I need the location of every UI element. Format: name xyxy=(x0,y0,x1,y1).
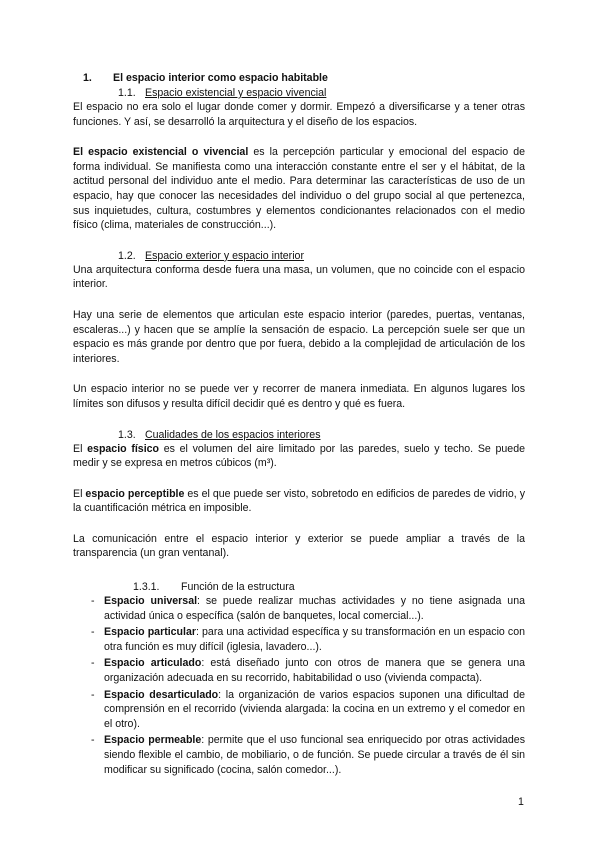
list-item-text: : la organización de varios espacios suponen una dificultad de comprensión en el recorrido (vivienda alargada: la cocina en un extremo y el comedor en el otro). xyxy=(104,688,525,730)
paragraph-text: es el que puede ser visto, sobretodo en edificios de paredes de vidrio, y la cuantificación métrica en imposible. xyxy=(73,487,525,515)
bullet-dash: - xyxy=(91,595,95,608)
bullet-dash: - xyxy=(91,688,95,701)
list-item xyxy=(73,688,525,732)
bullet-dash: - xyxy=(91,734,95,747)
paragraph: El espacio no era solo el lugar donde comer y dormir. Empezó a diversificarse y a tener otras funciones. Y así, se desarrolló la arquitectura y el diseño de los espacios. xyxy=(73,101,525,128)
paragraph xyxy=(73,145,525,233)
subsection-title: Espacio exterior y espacio interior xyxy=(145,249,304,262)
bold-term: Espacio permeable xyxy=(104,734,202,747)
list-item xyxy=(73,594,525,623)
paragraph: La comunicación entre el espacio interior y exterior se puede ampliar a través de la transparencia (un gran ventanal). xyxy=(73,532,525,560)
section-heading xyxy=(73,71,525,86)
subsection-heading-1-2 xyxy=(73,249,525,263)
subsubsection-title: Función de la estructura xyxy=(181,581,295,594)
subsection-number: 1.3. xyxy=(118,428,136,441)
page-number: 1 xyxy=(518,796,524,808)
paragraph-text: es el volumen del aire limitado por las paredes, suelo y techo. Se puede medir y se expresa en metros cúbicos (m³). xyxy=(73,442,525,470)
list-item-text: : permite que el uso funcional sea enriquecido por otras actividades siendo flexible el cambio, de mobiliario, o de función. Se puede circular a través de él sin modificar su significado (cocina, salón comedor...). xyxy=(104,734,525,776)
bullet-list xyxy=(73,594,525,777)
subsection-number: 1.2. xyxy=(118,249,136,262)
bold-term: espacio físico xyxy=(87,442,160,455)
paragraph: Un espacio interior no se puede ver y recorrer de manera inmediata. En algunos lugares los límites son difusos y resulta difícil decidir qué es dentro y qué es fuera. xyxy=(73,383,525,410)
bold-term: El espacio existencial o vivencial xyxy=(73,146,249,159)
paragraph-text: El xyxy=(73,442,88,455)
section-title: El espacio interior como espacio habitable xyxy=(113,72,328,84)
paragraph xyxy=(73,442,525,471)
bold-term: Espacio articulado xyxy=(104,657,202,670)
paragraph xyxy=(73,487,525,516)
section-number: 1. xyxy=(83,72,92,84)
bold-term: Espacio particular xyxy=(104,626,196,639)
paragraph: Hay una serie de elementos que articulan este espacio interior (paredes, puertas, ventanas, escaleras...) y hacen que se amplíe la sensación de espacio. La percepción suele ser que un espacio es más grande por dentro que por fuera, debido a la complejidad de articulación de los interiores. xyxy=(73,308,525,365)
subsubsection-heading-1-3-1 xyxy=(73,580,525,594)
list-item-text: : se puede realizar muchas actividades y no tiene asignada una actividad única o específica (salón de banquetes, local comercial...). xyxy=(104,595,525,622)
document-page xyxy=(73,71,525,779)
bullet-dash: - xyxy=(91,626,95,639)
paragraph-text: El xyxy=(73,487,86,500)
list-item xyxy=(73,625,525,654)
list-item xyxy=(73,733,525,777)
bold-term: Espacio desarticulado xyxy=(104,688,219,701)
list-item xyxy=(73,656,525,685)
subsection-heading-1-3 xyxy=(73,428,525,442)
list-item-text: : para una actividad específica y su transformación en un espacio con otra función es muy difícil (iglesia, lavadero...). xyxy=(104,626,525,653)
paragraph: Una arquitectura conforma desde fuera una masa, un volumen, que no coincide con el espacio interior. xyxy=(73,263,525,291)
list-item-text: : está diseñado junto con otros de manera que se genera una organización adecuada en su recorrido, habitabilidad o uso (vivienda compacta). xyxy=(104,657,525,685)
subsubsection-number: 1.3.1. xyxy=(133,581,160,594)
subsection-title: Espacio existencial y espacio vivencial xyxy=(145,87,327,99)
subsection-number: 1.1. xyxy=(118,87,136,99)
bullet-dash: - xyxy=(91,657,95,670)
bold-term: Espacio universal xyxy=(104,595,198,608)
subsection-title: Cualidades de los espacios interiores xyxy=(145,428,321,441)
subsection-heading-1-1 xyxy=(73,86,525,100)
paragraph-text: es la percepción particular y emocional del espacio de forma individual. Se manifiesta como una interacción constante entre el ser y el hábitat, de la actitud personal del individuo ante el medio. Para determinar las características de uso de un espacio, hay que conocer las necesidades del individuo o del grupo social al que pertenezca, sus inquietudes, cultura, costumbres y elementos condicionantes relacionados con el medio físico (clima, materiales de construcción...). xyxy=(73,146,525,232)
bold-term: espacio perceptible xyxy=(85,487,185,500)
